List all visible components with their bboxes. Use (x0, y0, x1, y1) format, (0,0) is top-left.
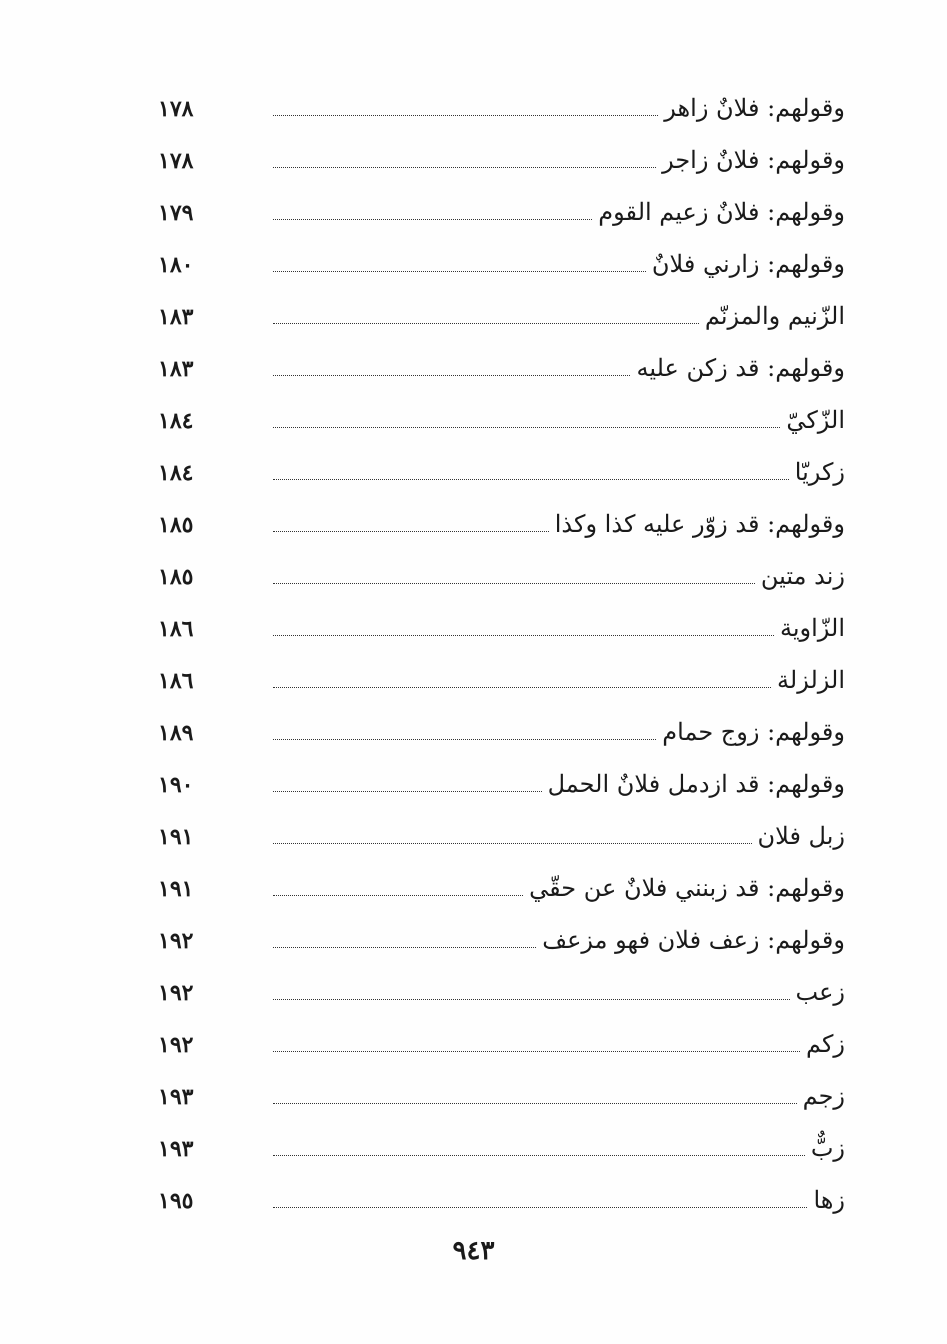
toc-entry (150, 234, 845, 286)
toc-entry (150, 858, 845, 910)
toc-page-number: ١٧٨ (158, 96, 194, 122)
toc-title: وقولهم: فلانٌ زاجر (662, 146, 845, 174)
toc-page-number: ١٩٠ (158, 772, 194, 798)
dot-leader (273, 375, 630, 376)
toc-page-number: ١٨٠ (158, 252, 194, 278)
toc-title: وقولهم: زعف فلان فهو مزعف (542, 926, 845, 954)
dot-leader (273, 635, 774, 636)
dot-leader (273, 1207, 807, 1208)
toc-title: زجم (802, 1082, 845, 1110)
dot-leader (273, 687, 771, 688)
toc-entry (150, 806, 845, 858)
dot-leader (273, 271, 646, 272)
dot-leader (273, 479, 789, 480)
dot-leader (273, 427, 780, 428)
toc-title: زبل فلان (757, 822, 845, 850)
dot-leader (273, 167, 656, 168)
toc-entry (150, 78, 845, 130)
toc-page-number: ١٩٣ (158, 1136, 194, 1162)
dot-leader (273, 531, 549, 532)
toc-title: وقولهم: فلانٌ زعيم القوم (598, 198, 845, 226)
toc-title: زند متين (760, 562, 845, 590)
toc-page-number: ١٨٦ (158, 668, 194, 694)
toc-entry (150, 442, 845, 494)
dot-leader (273, 1155, 805, 1156)
toc-title: الزلزلة (777, 666, 845, 694)
toc-entry (150, 702, 845, 754)
toc-title: وقولهم: فلانٌ زاهر (664, 94, 845, 122)
toc-title: الزّنيم والمزنّم (704, 302, 845, 330)
toc-title: وقولهم: زوج حمام (662, 718, 845, 746)
dot-leader (273, 583, 755, 584)
toc-entry (150, 1066, 845, 1118)
toc-page-number: ١٩٢ (158, 928, 194, 954)
toc-entry (150, 910, 845, 962)
toc-title: زعب (795, 978, 845, 1006)
table-of-contents (150, 78, 845, 1222)
toc-entry (150, 650, 845, 702)
toc-page-number: ١٨٥ (158, 512, 194, 538)
toc-page-number: ١٩٢ (158, 1032, 194, 1058)
toc-entry (150, 754, 845, 806)
dot-leader (273, 1103, 797, 1104)
toc-entry (150, 1014, 845, 1066)
toc-entry (150, 130, 845, 182)
dot-leader (273, 219, 592, 220)
toc-page-number: ١٩١ (158, 876, 194, 902)
toc-page-number: ١٩١ (158, 824, 194, 850)
toc-title: الزّكيّ (786, 406, 845, 434)
toc-title: وقولهم: قد زكن عليه (636, 354, 845, 382)
toc-title: زها (813, 1186, 845, 1214)
toc-page-number: ١٩٣ (158, 1084, 194, 1110)
toc-title: وقولهم: زارني فلانٌ (651, 250, 845, 278)
toc-title: زبٌّ (810, 1134, 845, 1162)
toc-title: زكريّا (794, 458, 845, 486)
dot-leader (273, 895, 523, 896)
toc-entry (150, 546, 845, 598)
toc-page-number: ١٨٥ (158, 564, 194, 590)
dot-leader (273, 1051, 800, 1052)
dot-leader (273, 739, 656, 740)
toc-entry (150, 962, 845, 1014)
toc-title: الزّاوية (779, 614, 845, 642)
toc-entry (150, 182, 845, 234)
dot-leader (273, 999, 790, 1000)
dot-leader (273, 323, 699, 324)
dot-leader (273, 115, 658, 116)
dot-leader (273, 791, 542, 792)
toc-entry (150, 338, 845, 390)
toc-page-number: ١٧٨ (158, 148, 194, 174)
toc-page-number: ١٨٤ (158, 408, 194, 434)
toc-page-number: ١٩٢ (158, 980, 194, 1006)
dot-leader (273, 947, 536, 948)
dot-leader (273, 843, 752, 844)
toc-page-number: ١٨٩ (158, 720, 194, 746)
toc-entry (150, 1170, 845, 1222)
toc-page-number: ١٨٣ (158, 304, 194, 330)
toc-entry (150, 286, 845, 338)
toc-title: وقولهم: قد زوّر عليه كذا وكذا (554, 510, 845, 538)
toc-title: وقولهم: قد زبنني فلانٌ عن حقّي (529, 874, 845, 902)
toc-entry (150, 1118, 845, 1170)
toc-page-number: ١٨٦ (158, 616, 194, 642)
toc-page-number: ١٨٤ (158, 460, 194, 486)
toc-entry (150, 494, 845, 546)
toc-title: وقولهم: قد ازدمل فلانٌ الحمل (547, 770, 845, 798)
toc-entry (150, 598, 845, 650)
toc-page-number: ١٩٥ (158, 1188, 194, 1214)
toc-page-number: ١٨٣ (158, 356, 194, 382)
page-number-footer: ٩٤٣ (452, 1236, 495, 1266)
toc-entry (150, 390, 845, 442)
toc-page-number: ١٧٩ (158, 200, 194, 226)
toc-title: زكم (806, 1030, 845, 1058)
